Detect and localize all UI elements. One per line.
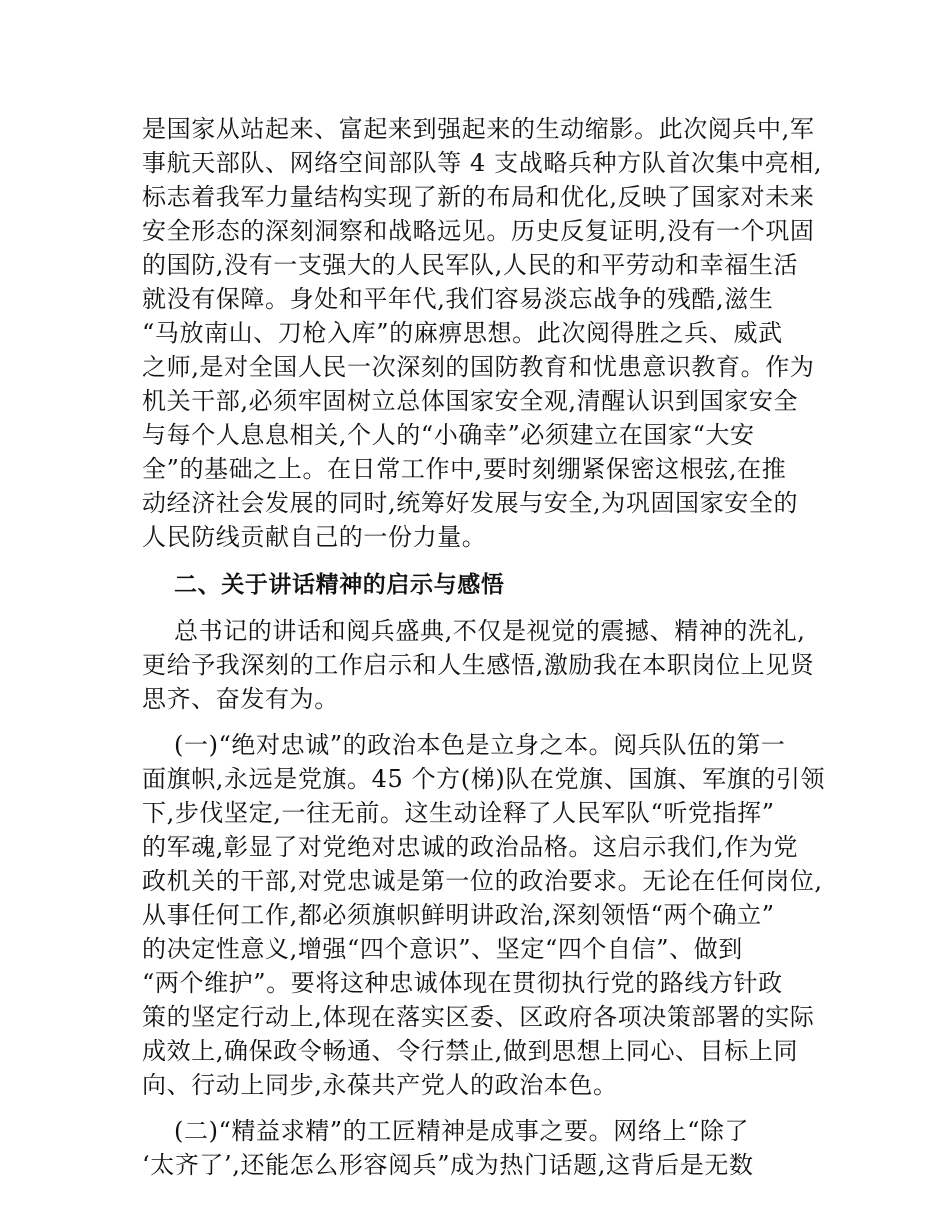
paragraph-1-line: 与每个人息息相关,个人的“小确幸”必须建立在国家“大安 — [142, 421, 755, 449]
paragraph-1-line: 全”的基础之上。在日常工作中,要时刻绷紧保密这根弦,在推 — [142, 455, 787, 483]
paragraph-1-line: 动经济社会发展的同时,统筹好发展与安全,为巩固国家安全的 — [142, 489, 799, 517]
paragraph-1-line: 就没有保障。身处和平年代,我们容易淡忘战争的残酷,滋生 — [142, 285, 774, 313]
paragraph-2-line: 总书记的讲话和阅兵盛典,不仅是视觉的震撼、精神的洗礼, — [174, 617, 806, 645]
paragraph-1-line: 安全形态的深刻洞察和战略远见。历史反复证明,没有一个巩固 — [142, 217, 815, 245]
paragraph-2-line: 思齐、奋发有为。 — [142, 685, 339, 713]
paragraph-1-line: 人民防线贡献自己的一份力量。 — [142, 523, 487, 551]
paragraph-4-line: ‘太齐了’,还能怎么形容阅兵”成为热门话题,这背后是无数 — [142, 1151, 754, 1179]
paragraph-3-line: 政机关的干部,对党忠诚是第一位的政治要求。无论在任何岗位, — [142, 867, 823, 895]
paragraph-3-line: 的军魂,彰显了对党绝对忠诚的政治品格。这启示我们,作为党 — [142, 833, 799, 861]
paragraph-3-line: 下,步伐坚定,一往无前。这生动诠释了人民军队“听党指挥” — [142, 799, 775, 827]
paragraph-1-line: 事航天部队、网络空间部队等 4 支战略兵种方队首次集中亮相, — [142, 149, 823, 177]
paragraph-1-line: 的国防,没有一支强大的人民军队,人民的和平劳动和幸福生活 — [142, 251, 799, 279]
section-heading: 二、关于讲话精神的启示与感悟 — [174, 572, 505, 598]
paragraph-2-line: 更给予我深刻的工作启示和人生感悟,激励我在本职岗位上见贤 — [142, 651, 815, 679]
paragraph-1-line: 机关干部,必须牢固树立总体国家安全观,清醒认识到国家安全 — [142, 387, 799, 415]
paragraph-1-line: 之师,是对全国人民一次深刻的国防教育和忧患意识教育。作为 — [142, 353, 815, 381]
paragraph-4-line: (二)“精益求精”的工匠精神是成事之要。网络上“除了 — [174, 1117, 750, 1145]
paragraph-3-line: 从事任何工作,都必须旗帜鲜明讲政治,深刻领悟“两个确立” — [142, 901, 775, 929]
paragraph-1-line: 是国家从站起来、富起来到强起来的生动缩影。此次阅兵中,军 — [142, 115, 815, 143]
paragraph-3-line: 成效上,确保政令畅通、令行禁止,做到思想上同心、目标上同 — [142, 1037, 799, 1065]
paragraph-3-line: 向、行动上同步,永葆共产党人的政治本色。 — [142, 1071, 618, 1099]
paragraph-3-line: 的决定性意义,增强“四个意识”、坚定“四个自信”、做到 — [142, 935, 743, 963]
paragraph-3-line: (一)“绝对忠诚”的政治本色是立身之本。阅兵队伍的第一 — [174, 731, 786, 759]
paragraph-3-line: 策的坚定行动上,体现在落实区委、区政府各项决策部署的实际 — [142, 1003, 815, 1031]
paragraph-3-line: “两个维护”。要将这种忠诚体现在贯彻执行党的路线方针政 — [142, 969, 783, 997]
paragraph-3-line: 面旗帜,永远是党旗。45 个方(梯)队在党旗、国旗、军旗的引领 — [142, 765, 826, 793]
paragraph-1-line: 标志着我军力量结构实现了新的布局和优化,反映了国家对未来 — [142, 183, 815, 211]
paragraph-1-line: “马放南山、刀枪入库”的麻痹思想。此次阅得胜之兵、威武 — [142, 319, 783, 347]
